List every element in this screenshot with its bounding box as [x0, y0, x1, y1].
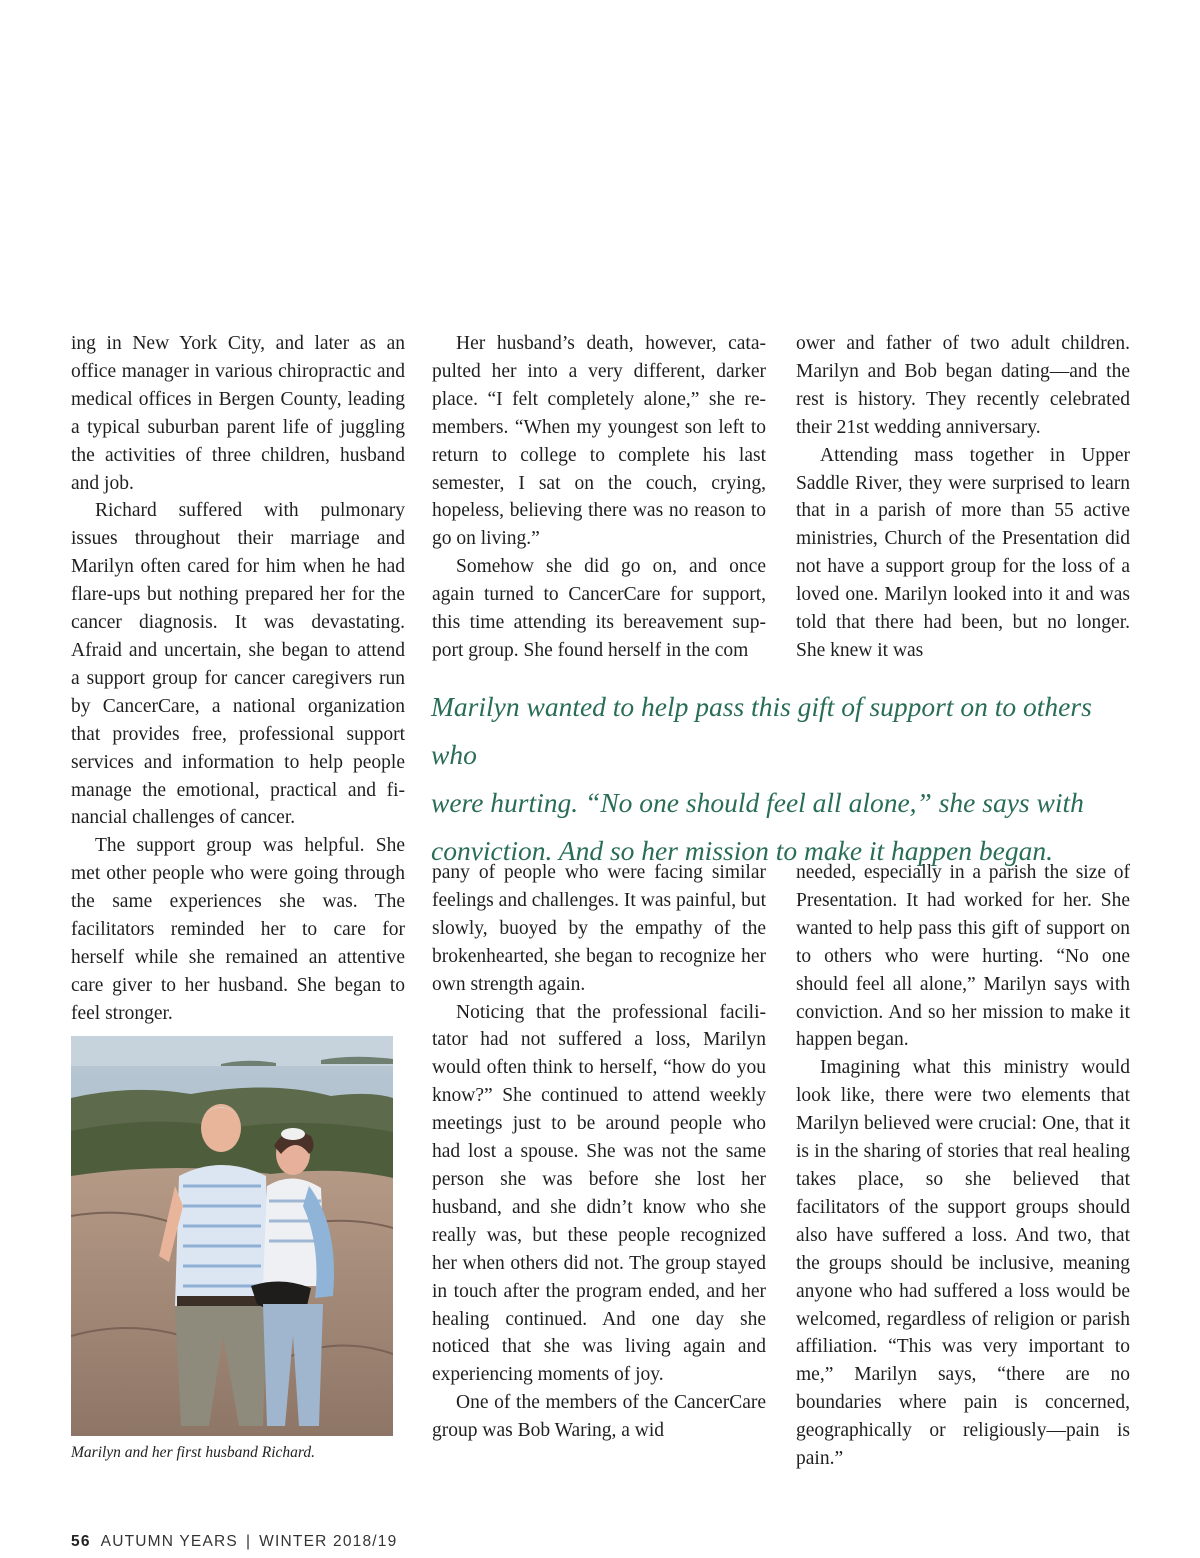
issue-date: WINTER 2018/19 — [259, 1533, 398, 1550]
footer-separator: | — [245, 1533, 252, 1550]
paragraph: Imagining what this ministry would look like, there were two elements that Marilyn believed were crucial: One, that it is in the sharing of stories that real healing takes place, so she believed that facilitators of the support groups should also have suffered a loss. And two, that the groups should be inclusive, meaning anyone who had suffered a loss would be welcomed, regardless of religion or parish affiliation. “This was very important to me,” Marilyn says, “there are no boundaries where pain is concerned, geographically or religiously—pain is pain.” — [796, 1057, 1130, 1470]
paragraph: ing in New York City, and later as an office manager in various chiropractic and medical offices in Bergen County, leading a typical suburban parent life of juggling the activities of three children, husband and job. — [71, 333, 405, 494]
column-2-bottom — [432, 859, 766, 1445]
pull-quote-line: Marilyn wanted to help pass this gift of support on to others who — [431, 691, 1092, 770]
paragraph: Attending mass together in Upper Saddle River, they were surprised to learn that in a parish of more than 55 active ministries, Church of the Presentation did not have a support group for the loss of a loved one. Marilyn looked into it and was told that there had been, but no longer. She knew it was — [796, 444, 1130, 661]
column-2-top — [432, 330, 766, 665]
column-3-bottom — [796, 859, 1130, 1473]
paragraph: The support group was helpful. She met other people who were going through the same experiences she was. The facilitators reminded her to care for herself while she remained an attentive care giver to her husband. She began to feel stronger. — [71, 835, 405, 1024]
paragraph: pany of people who were facing similar feelings and challenges. It was painful, but slowly, buoyed by the empathy of the brokenhearted, she began to recognize her own strength again. — [432, 862, 766, 995]
paragraph: ower and father of two adult children. Marilyn and Bob began dating—and the rest is history. They recently celebrated their 21st wedding anniversary. — [796, 333, 1130, 438]
paragraph: Somehow she did go on, and once again turned to CancerCare for support, this time attending its bereavement support group. She found herself in the com — [432, 556, 766, 661]
column-1 — [71, 330, 405, 1028]
pull-quote — [431, 683, 1131, 875]
page-footer — [71, 1533, 397, 1551]
pull-quote-line: were hurting. “No one should feel all alone,” she says with — [431, 787, 1084, 818]
page-number: 56 — [71, 1533, 91, 1550]
paragraph: needed, especially in a parish the size of Presentation. It had worked for her. She wanted to help pass this gift of support on to others who were hurting. “No one should feel all alone,” Marilyn says with conviction. And so her mission to make it happen began. — [796, 862, 1130, 1051]
paragraph: Noticing that the professional facilitator had not suffered a loss, Marilyn would often think to herself, “how do you know?” She continued to attend weekly meetings just to be around people who had lost a spouse. She was not the same person she was before she lost her husband, and she didn’t know who she really was, but these people recognized her when others did not. The group stayed in touch after the program ended, and her healing continued. And one day she noticed that she was living again and experiencing moments of joy. — [432, 1001, 766, 1386]
photo-caption: Marilyn and her first husband Richard. — [71, 1444, 315, 1461]
publication-name: AUTUMN YEARS — [100, 1533, 238, 1550]
pull-quote-line: conviction. And so her mission to make it happen began. — [431, 835, 1053, 866]
paragraph: One of the members of the CancerCare group was Bob Waring, a wid — [432, 1392, 766, 1442]
paragraph: Richard suffered with pulmonary issues throughout their marriage and Marilyn often cared for him when he had flare-ups but nothing prepared her for the cancer diagnosis. It was devastating. Afraid and uncertain, she began to attend a support group for cancer caregivers run by CancerCare, a national organization that provides free, professional support services and information to help people manage the emotional, practical and financial challenges of cancer. — [71, 500, 405, 829]
paragraph: Her husband’s death, however, catapulted her into a very different, darker place. “I felt completely alone,” she remembers. “When my youngest son left to return to college to complete his last semester, I sat on the couch, crying, hopeless, believing there was no reason to go on living.” — [432, 333, 766, 550]
column-3-top — [796, 330, 1130, 665]
couple-photo — [71, 1036, 393, 1436]
